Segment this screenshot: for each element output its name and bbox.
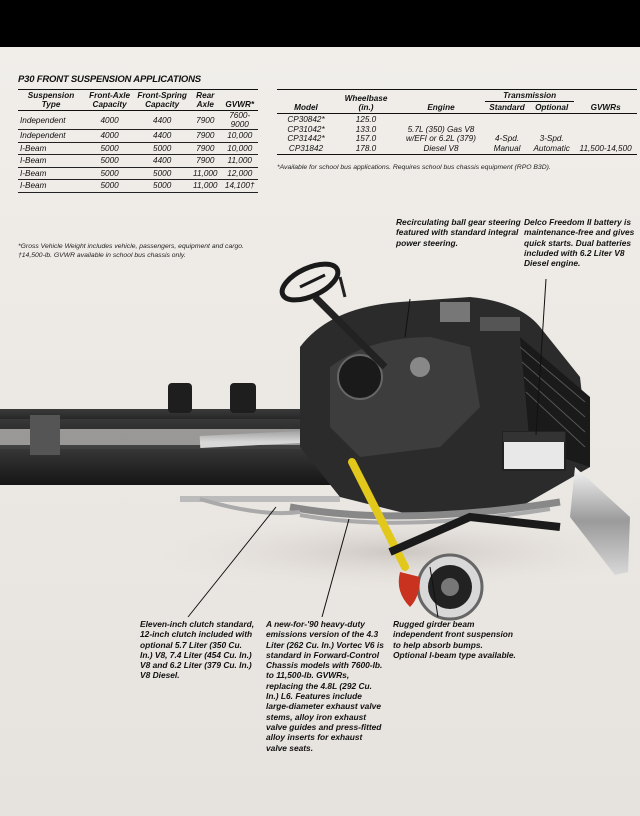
col-transmission-standard: Standard bbox=[485, 102, 529, 114]
model-cell: CP31042* bbox=[287, 124, 325, 134]
front-suspension-table-title: P30 FRONT SUSPENSION APPLICATIONS bbox=[18, 74, 201, 85]
table-row: I-Beam 5000 5000 7900 10,000 bbox=[18, 142, 258, 155]
engine-cell: 5.7L (350) Gas V8 bbox=[407, 124, 475, 134]
col-front-axle-capacity: Front-Axle Capacity bbox=[84, 90, 135, 111]
col-suspension-type: Suspension Type bbox=[18, 90, 84, 111]
wheelbase-cell: 157.0 bbox=[355, 134, 377, 143]
model-cell: CP31842 bbox=[288, 143, 324, 153]
front-suspension-footnotes bbox=[18, 242, 263, 260]
standard-transmission-cell: Manual bbox=[493, 143, 521, 153]
col-gvwrs: GVWRs bbox=[574, 90, 637, 114]
wheelbase-cell: 133.0 bbox=[355, 124, 377, 134]
table-row: I-Beam 5000 4400 7900 11,000 bbox=[18, 155, 258, 168]
engine-cell: w/EFI or 6.2L (379) bbox=[406, 134, 476, 143]
rear-mount-1 bbox=[168, 383, 192, 413]
col-front-spring-capacity: Front-Spring Capacity bbox=[135, 90, 189, 111]
optional-transmission-cell: Automatic bbox=[533, 143, 570, 153]
brake-caliper bbox=[399, 572, 420, 607]
col-gvwr: GVWR* bbox=[221, 90, 258, 111]
wheelbase-cell: 125.0 bbox=[355, 115, 377, 124]
table-row: I-Beam 5000 5000 11,000 14,100† bbox=[18, 180, 258, 193]
callout-battery: Delco Freedom II battery is maintenance-free and gives quick starts. Dual batteries included with 6.2 Liter V8 Diesel engine. bbox=[524, 217, 635, 269]
col-model: Model bbox=[277, 90, 335, 114]
col-transmission-optional: Optional bbox=[529, 102, 574, 114]
front-suspension-table bbox=[18, 89, 258, 193]
model-cell: CP31442* bbox=[287, 134, 325, 143]
models-table bbox=[277, 89, 637, 155]
table-row: Independent 4000 4400 7900 7600-9000 bbox=[18, 111, 258, 130]
callout-engine: A new-for-'90 heavy-duty emissions version of the 4.3 Liter (262 Cu. In.) Vortec V6 is standard in Forward-Control Chassis models with 7600-lb. to 11,500-lb. GVWRs, replacing the 4.8L (292 Cu. In.) L6. Features include large-diameter exhaust valve stems, alloy iron exhaust valve guides and press-fitted alloy inserts for exhaust valve seats. bbox=[266, 619, 384, 753]
model-cell: CP30842* bbox=[287, 115, 325, 124]
callout-clutch: Eleven-inch clutch standard, 12-inch clutch included with optional 5.7 Liter (350 Cu. In.) V8, 7.4 Liter (454 Cu. In.) V8 and 6.2 Liter (379 Cu. In.) V8 Diesel. bbox=[140, 619, 255, 681]
callout-suspension: Rugged girder beam independent front suspension to help absorb bumps. Optional I-beam type available. bbox=[393, 619, 516, 660]
brochure-page bbox=[0, 47, 640, 816]
col-wheelbase: Wheelbase (in.) bbox=[335, 90, 397, 114]
table-row: Independent 4000 4400 7900 10,000 bbox=[18, 130, 258, 143]
col-engine: Engine bbox=[397, 90, 485, 114]
col-transmission: Transmission bbox=[485, 90, 574, 102]
optional-transmission-cell: 3-Spd. bbox=[539, 134, 564, 143]
table-row: I-Beam 5000 5000 11,000 12,000 bbox=[18, 167, 258, 180]
footnote-school-bus: †14,500-lb. GVWR available in school bus chassis only. bbox=[18, 252, 186, 259]
rear-mount-2 bbox=[230, 383, 256, 413]
footnote-gvw: *Gross Vehicle Weight includes vehicle, passengers, equipment and cargo. bbox=[18, 243, 244, 250]
crossmember bbox=[30, 415, 60, 455]
callout-steering: Recirculating ball gear steering featured with standard integral power steering. bbox=[396, 217, 521, 248]
wheelbase-cell: 178.0 bbox=[355, 143, 377, 153]
gvwrs-cell: 11,500-14,500 bbox=[579, 143, 632, 153]
col-rear-axle: Rear Axle bbox=[189, 90, 221, 111]
models-footnote: *Available for school bus applications. Requires school bus chassis equipment (RPO B3D). bbox=[277, 164, 551, 171]
engine-cell: Diesel V8 bbox=[423, 143, 459, 153]
table-row bbox=[277, 114, 637, 155]
standard-transmission-cell: 4-Spd. bbox=[494, 134, 520, 143]
